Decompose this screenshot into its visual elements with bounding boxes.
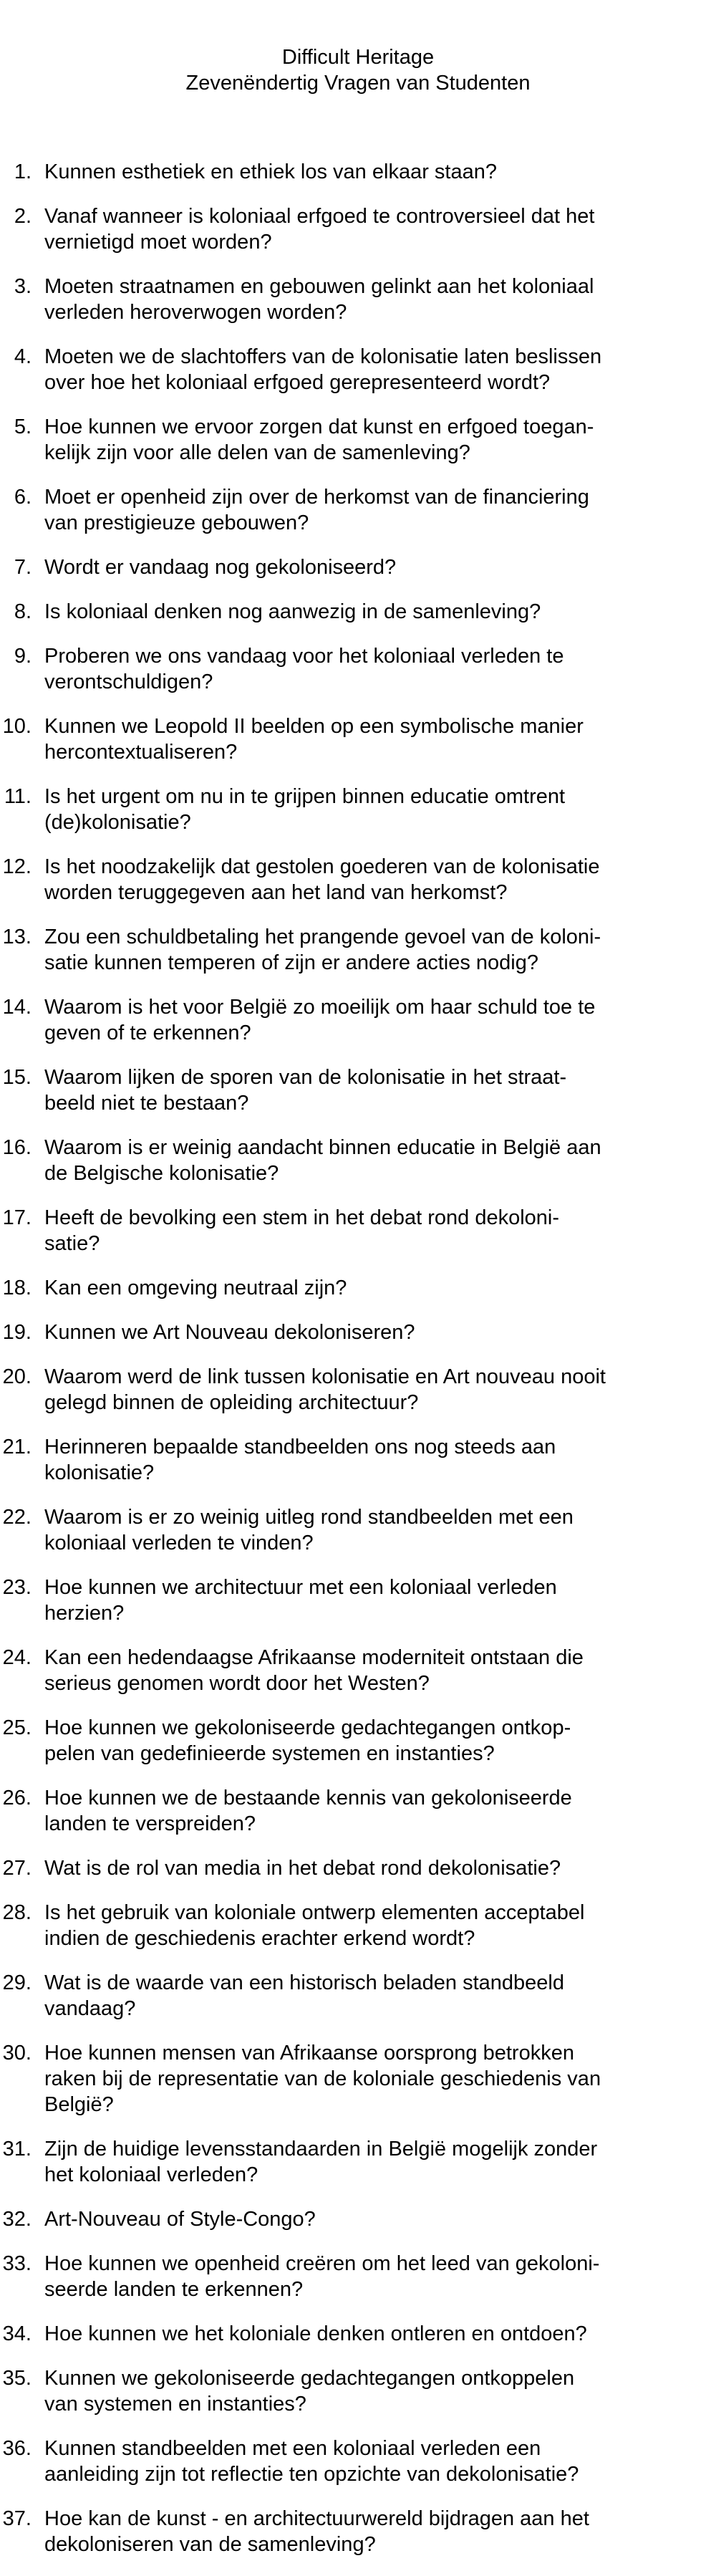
question-number: 33.: [2, 2252, 32, 2275]
question-text: Hoe kunnen we architectuur met een koloniaal verleden herzien?: [44, 1576, 557, 1625]
question-number: 28.: [2, 1901, 32, 1924]
question-item: [0, 1645, 716, 1696]
question-text: Zou een schuldbetaling het prangende gevoel van de koloni- satie kunnen temperen of zijn er andere acties nodig?: [44, 926, 601, 974]
question-number: 22.: [2, 1506, 32, 1529]
question-item: [0, 2251, 716, 2302]
question-number: 17.: [2, 1206, 32, 1229]
question-text: Is koloniaal denken nog aanwezig in de samenleving?: [44, 600, 541, 623]
question-item: [0, 784, 716, 835]
question-item: [0, 1970, 716, 2022]
question-item: [0, 2365, 716, 2417]
question-number: 36.: [2, 2437, 32, 2460]
question-number: 5.: [14, 415, 32, 438]
question-item: [0, 274, 716, 325]
question-item: [0, 1715, 716, 1767]
question-number: 1.: [14, 160, 32, 183]
question-item: [0, 2506, 716, 2557]
question-number: 8.: [14, 600, 32, 623]
question-item: [0, 713, 716, 765]
document-subtitle: Zevenëndertig Vragen van Studenten: [185, 72, 531, 95]
question-number: 29.: [2, 1971, 32, 1994]
question-text: Wordt er vandaag nog gekoloniseerd?: [44, 556, 397, 579]
question-text: Hoe kunnen we het koloniale denken ontleren en ontdoen?: [44, 2322, 587, 2345]
question-text: Kunnen we Leopold II beelden op een symbolische manier hercontextualiseren?: [44, 715, 584, 764]
question-text: Waarom werd de link tussen kolonisatie en Art nouveau nooit gelegd binnen de opleiding architectuur?: [44, 1365, 606, 1414]
question-item: [0, 994, 716, 1046]
question-text: Hoe kunnen we de bestaande kennis van gekoloniseerde landen te verspreiden?: [44, 1787, 572, 1835]
question-item: [0, 484, 716, 536]
document-title: Difficult Heritage: [281, 46, 435, 69]
question-text: Kan een hedendaagse Afrikaanse moderniteit ontstaan die serieus genomen wordt door het Westen?: [44, 1646, 584, 1695]
question-number: 15.: [2, 1066, 32, 1089]
question-item: [0, 414, 716, 466]
question-item: [0, 1064, 716, 1116]
question-item: [0, 924, 716, 976]
question-text: Kan een omgeving neutraal zijn?: [44, 1277, 347, 1299]
question-number: 4.: [14, 345, 32, 368]
question-item: [0, 599, 716, 625]
question-text: Waarom is er weinig aandacht binnen educatie in België aan de Belgische kolonisatie?: [44, 1136, 601, 1185]
question-text: Is het noodzakelijk dat gestolen goederen van de kolonisatie worden teruggegeven aan het land van herkomst?: [44, 855, 600, 904]
question-number: 14.: [2, 996, 32, 1019]
question-number: 26.: [2, 1787, 32, 1810]
question-text: Zijn de huidige levensstandaarden in België mogelijk zonder het koloniaal verleden?: [44, 2138, 598, 2186]
question-list: [0, 159, 716, 2576]
question-item: [0, 1855, 716, 1881]
question-text: Wat is de rol van media in het debat rond dekolonisatie?: [44, 1857, 561, 1880]
question-item: [0, 1320, 716, 1345]
question-item: [0, 643, 716, 695]
question-item: [0, 1785, 716, 1837]
question-text: Proberen we ons vandaag voor het koloniaal verleden te verontschuldigen?: [44, 645, 564, 693]
question-item: [0, 1135, 716, 1186]
question-number: 37.: [2, 2507, 32, 2530]
question-number: 10.: [2, 715, 32, 738]
question-text: Kunnen esthetiek en ethiek los van elkaar staan?: [44, 160, 497, 183]
question-text: Is het urgent om nu in te grijpen binnen educatie omtrent (de)kolonisatie?: [44, 785, 566, 834]
question-number: 35.: [2, 2367, 32, 2390]
question-number: 34.: [2, 2322, 32, 2345]
question-number: 18.: [2, 1277, 32, 1299]
question-item: [0, 159, 716, 185]
question-text: Moet er openheid zijn over de herkomst van de financiering van prestigieuze gebouwen?: [44, 486, 589, 534]
question-item: [0, 1900, 716, 1951]
question-number: 9.: [14, 645, 32, 668]
question-text: Waarom lijken de sporen van de kolonisatie in het straat- beeld niet te bestaan?: [44, 1066, 567, 1115]
question-number: 12.: [2, 855, 32, 878]
question-number: 32.: [2, 2208, 32, 2231]
question-item: [0, 2321, 716, 2347]
question-number: 7.: [14, 556, 32, 579]
question-number: 21.: [2, 1436, 32, 1458]
question-item: [0, 344, 716, 395]
question-text: Kunnen we gekoloniseerde gedachtegangen ontkoppelen van systemen en instanties?: [44, 2367, 575, 2416]
question-number: 27.: [2, 1857, 32, 1880]
question-item: [0, 1205, 716, 1256]
question-text: Is het gebruik van koloniale ontwerp elementen acceptabel indien de geschiedenis erachter erkend wordt?: [44, 1901, 585, 1950]
question-item: [0, 1575, 716, 1626]
question-text: Waarom is er zo weinig uitleg rond standbeelden met een koloniaal verleden te vinden?: [44, 1506, 574, 1554]
question-number: 3.: [14, 275, 32, 298]
question-number: 20.: [2, 1365, 32, 1388]
question-text: Moeten we de slachtoffers van de kolonisatie laten beslissen over hoe het koloniaal erfgoed gerepresenteerd wordt?: [44, 345, 602, 394]
question-text: Herinneren bepaalde standbeelden ons nog steeds aan kolonisatie?: [44, 1436, 556, 1484]
question-item: [0, 1504, 716, 1556]
question-number: 19.: [2, 1321, 32, 1344]
question-item: [0, 554, 716, 580]
question-text: Vanaf wanneer is koloniaal erfgoed te controversieel dat het vernietigd moet worden?: [44, 205, 595, 254]
document-header: [0, 44, 716, 96]
question-number: 6.: [14, 486, 32, 509]
question-number: 24.: [2, 1646, 32, 1669]
question-text: Hoe kunnen we openheid creëren om het leed van gekoloni- seerde landen te erkennen?: [44, 2252, 600, 2301]
question-number: 23.: [2, 1576, 32, 1599]
question-text: Hoe kan de kunst - en architectuurwereld bijdragen aan het dekoloniseren van de samenleving?: [44, 2507, 589, 2556]
question-item: [0, 203, 716, 255]
question-text: Hoe kunnen we ervoor zorgen dat kunst en erfgoed toegan- kelijk zijn voor alle delen van de samenleving?: [44, 415, 594, 464]
question-item: [0, 1364, 716, 1416]
question-number: 31.: [2, 2138, 32, 2161]
question-text: Hoe kunnen we gekoloniseerde gedachtegangen ontkop- pelen van gedefinieerde systemen en instanties?: [44, 1716, 571, 1765]
question-item: [0, 1434, 716, 1486]
question-item: [0, 854, 716, 905]
question-item: [0, 2040, 716, 2118]
question-item: [0, 2206, 716, 2232]
question-text: Kunnen we Art Nouveau dekoloniseren?: [44, 1321, 415, 1344]
question-text: Art-Nouveau of Style-Congo?: [44, 2208, 316, 2231]
question-text: Heeft de bevolking een stem in het debat rond dekoloni- satie?: [44, 1206, 560, 1255]
question-item: [0, 2136, 716, 2188]
question-number: 25.: [2, 1716, 32, 1739]
question-number: 13.: [2, 926, 32, 948]
question-number: 11.: [4, 785, 32, 808]
question-item: [0, 1275, 716, 1301]
question-number: 16.: [2, 1136, 32, 1159]
question-item: [0, 2436, 716, 2487]
question-text: Moeten straatnamen en gebouwen gelinkt aan het koloniaal verleden heroverwogen worden?: [44, 275, 594, 324]
question-number: 30.: [2, 2042, 32, 2065]
question-text: Waarom is het voor België zo moeilijk om haar schuld toe te geven of te erkennen?: [44, 996, 596, 1044]
question-text: Wat is de waarde van een historisch beladen standbeeld vandaag?: [44, 1971, 564, 2020]
question-text: Hoe kunnen mensen van Afrikaanse oorsprong betrokken raken bij de representatie van de koloniale geschiedenis van België?: [44, 2042, 601, 2116]
question-text: Kunnen standbeelden met een koloniaal verleden een aanleiding zijn tot reflectie ten opzichte van dekolonisatie?: [44, 2437, 579, 2486]
question-number: 2.: [14, 205, 32, 228]
